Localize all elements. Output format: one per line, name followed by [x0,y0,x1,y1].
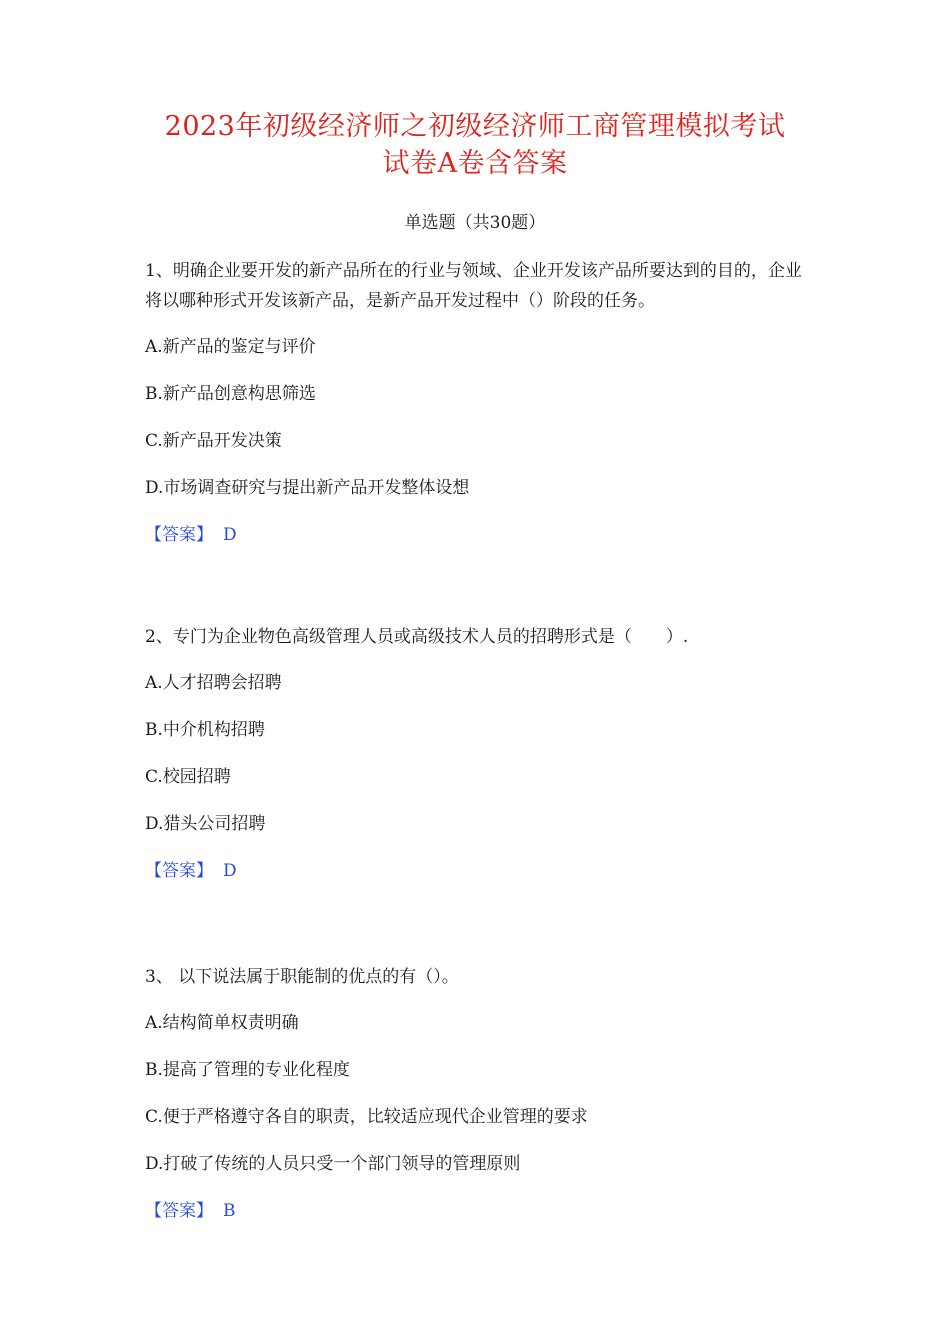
option-b: B.新产品创意构思筛选 [145,384,316,404]
option-d: D.市场调查研究与提出新产品开发整体设想 [145,478,470,498]
answer-value: B [223,1201,236,1221]
answer-label: 【答案】 [145,861,213,881]
answer-label: 【答案】 [145,525,213,545]
option-a: A.新产品的鉴定与评价 [145,337,316,357]
answer-label: 【答案】 [145,1201,213,1221]
option-d: D.打破了传统的人员只受一个部门领导的管理原则 [145,1154,521,1174]
question-2 [145,622,805,886]
option-c: C.校园招聘 [145,767,231,787]
answer-value: D [223,861,237,881]
question-1 [145,256,805,550]
option-d: D.猎头公司招聘 [145,814,266,834]
title-line-2: 试卷A卷含答案 [382,148,568,179]
document-title [0,108,950,182]
question-stem: 3、 以下说法属于职能制的优点的有（）。 [145,967,459,987]
question-spacer [145,886,805,962]
answer-line [145,1196,805,1226]
option-b: B.中介机构招聘 [145,720,265,740]
section-heading: 单选题（共30题） [404,213,546,233]
option-c: C.便于严格遵守各自的职责，比较适应现代企业管理的要求 [145,1107,588,1127]
answer-line [145,520,805,550]
question-stem: 2、专门为企业物色高级管理人员或高级技术人员的招聘形式是（ ）. [145,627,689,647]
answer-line [145,856,805,886]
question-stem: 1、明确企业要开发的新产品所在的行业与领域、企业开发该产品所要达到的目的，企业将以哪种形式开发该新产品，是新产品开发过程中（）阶段的任务。 [145,261,802,311]
option-a: A.人才招聘会招聘 [145,673,282,693]
question-spacer [145,550,805,622]
title-line-1: 2023年初级经济师之初级经济师工商管理模拟考试 [164,111,786,142]
answer-value: D [223,525,237,545]
option-b: B.提高了管理的专业化程度 [145,1060,350,1080]
option-a: A.结构简单权责明确 [145,1013,299,1033]
option-c: C.新产品开发决策 [145,431,282,451]
question-list [145,256,805,1226]
question-3 [145,962,805,1226]
